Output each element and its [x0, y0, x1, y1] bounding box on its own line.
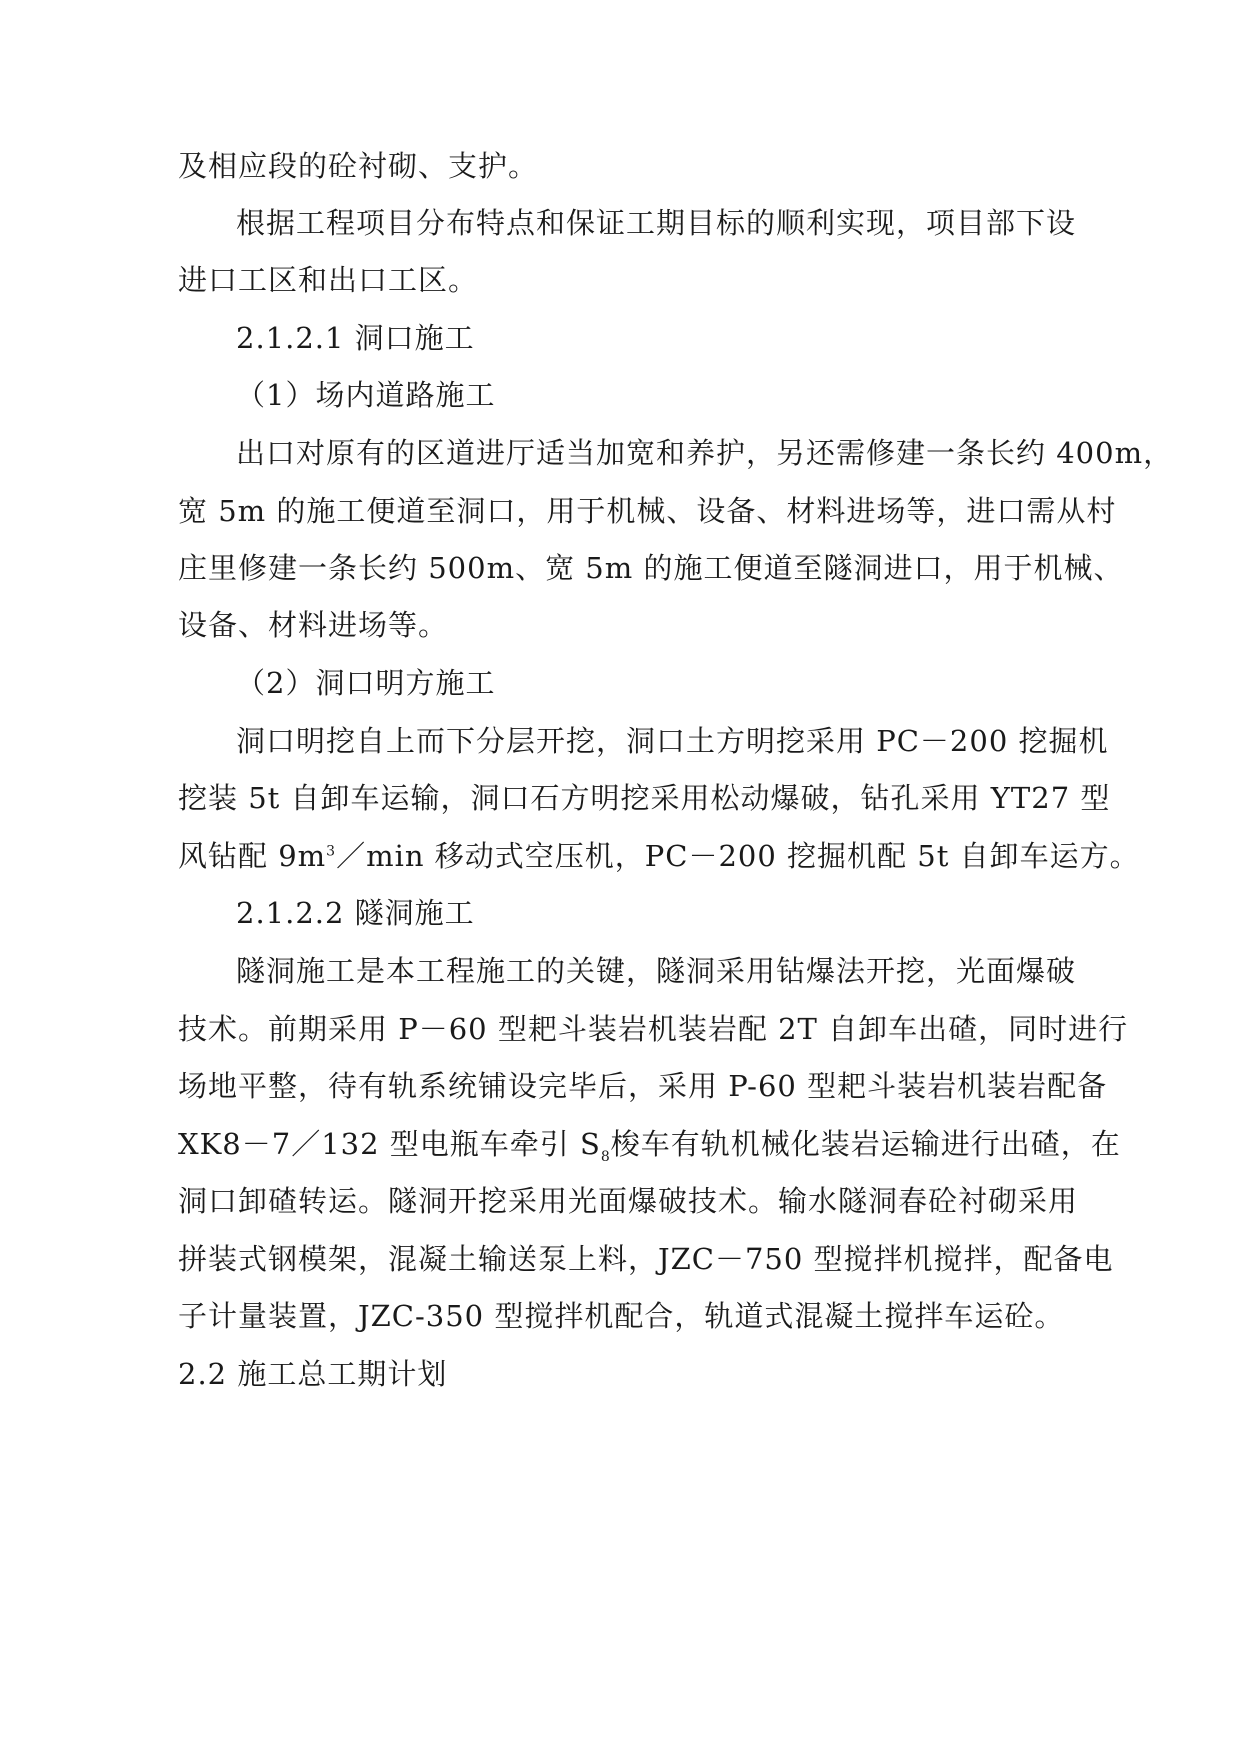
- paragraph-line: 及相应段的砼衬砌、支护。: [178, 149, 539, 183]
- subsection-heading: （1）场内道路施工: [236, 378, 496, 412]
- paragraph-line: 技术。前期采用 P－60 型耙斗装岩机装岩配 2T 自卸车出碴，同时进行: [178, 1012, 1129, 1046]
- paragraph-line: 场地平整，待有轨系统铺设完毕后，采用 P-60 型耙斗装岩机装岩配备: [178, 1069, 1108, 1103]
- paragraph-line: 拼装式钢模架，混凝土输送泵上料，JZC－750 型搅拌机搅拌，配备电: [178, 1242, 1114, 1276]
- paragraph-line: 进口工区和出口工区。: [178, 263, 479, 297]
- paragraph-line: 洞口卸碴转运。隧洞开挖采用光面爆破技术。输水隧洞春砼衬砌采用: [178, 1184, 1079, 1218]
- line-text-post: 梭车有轨机械化装岩运输进行出碴，在: [610, 1127, 1121, 1161]
- line-text-pre: XK8－7／132 型电瓶车牵引 S: [178, 1127, 601, 1161]
- paragraph-line: 隧洞施工是本工程施工的关键，隧洞采用钻爆法开挖，光面爆破: [236, 954, 1077, 988]
- section-heading: 2.1.2.2 隧洞施工: [236, 896, 475, 930]
- paragraph-line: 庄里修建一条长约 500m、宽 5m 的施工便道至隧洞进口，用于机械、: [178, 551, 1124, 585]
- paragraph-line: 挖装 5t 自卸车运输，洞口石方明挖采用松动爆破，钻孔采用 YT27 型: [178, 781, 1111, 815]
- line-text-post: ／min 移动式空压机，PC－200 挖掘机配 5t 自卸车运方。: [336, 839, 1140, 873]
- section-heading: 2.1.2.1 洞口施工: [236, 321, 475, 355]
- line-text-pre: 风钻配 9m: [178, 839, 327, 873]
- paragraph-line: [178, 1124, 1121, 1164]
- section-heading: 2.2 施工总工期计划: [178, 1357, 448, 1391]
- subsection-heading: （2）洞口明方施工: [236, 666, 496, 700]
- paragraph-line: 宽 5m 的施工便道至洞口，用于机械、设备、材料进场等，进口需从村: [178, 494, 1117, 528]
- subscript: 8: [600, 1148, 611, 1165]
- paragraph-line: [178, 836, 1140, 876]
- paragraph-line: 子计量装置，JZC-350 型搅拌机配合，轨道式混凝土搅拌车运砼。: [178, 1299, 1065, 1333]
- paragraph-line: 洞口明挖自上而下分层开挖，洞口土方明挖采用 PC－200 挖掘机: [236, 724, 1109, 758]
- superscript: 3: [326, 843, 337, 860]
- paragraph-line: 设备、材料进场等。: [178, 608, 449, 642]
- paragraph-line: 根据工程项目分布特点和保证工期目标的顺利实现，项目部下设: [236, 206, 1077, 240]
- paragraph-line: 出口对原有的区道进厅适当加宽和养护，另还需修建一条长约 400m，: [236, 436, 1174, 470]
